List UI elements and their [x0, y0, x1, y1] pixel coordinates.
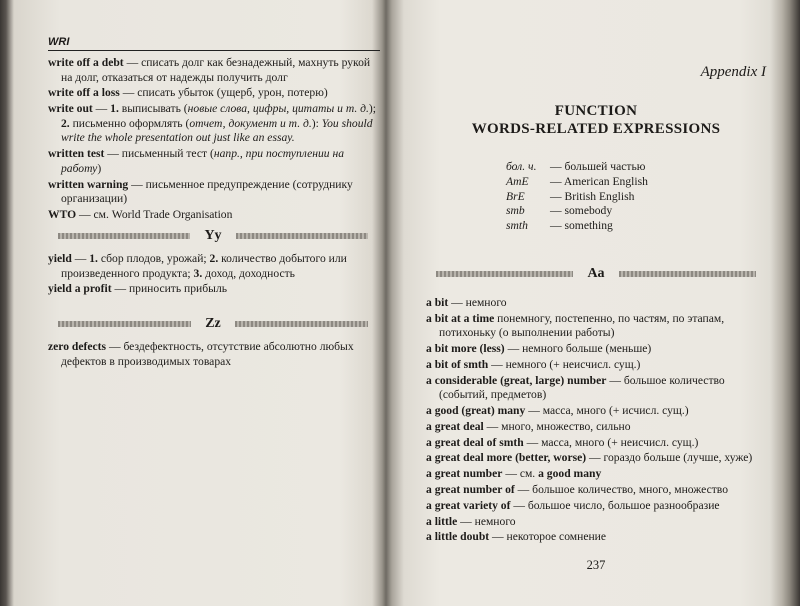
abbreviation-row	[506, 160, 648, 175]
dictionary-entry	[426, 483, 766, 498]
entry-text: письменно оформлять (	[69, 116, 190, 130]
entry-text: — письменный тест (	[104, 147, 214, 161]
page-number: 237	[586, 558, 606, 572]
entry-headword: write out	[48, 102, 93, 116]
right-page	[396, 0, 780, 606]
dictionary-entry	[48, 178, 378, 207]
abbreviation-row	[506, 190, 648, 205]
abbreviation-key: AmE	[506, 174, 529, 188]
dictionary-entry	[426, 499, 766, 514]
dictionary-entry	[48, 282, 378, 297]
entry-headword: a bit	[426, 296, 449, 309]
dictionary-entry	[426, 451, 766, 466]
letter-divider-a	[426, 266, 766, 282]
entry-text: — списать убыток (ущерб, урон, потерю)	[119, 86, 328, 100]
entry-text: ):	[311, 116, 322, 130]
abbreviation-key: BrE	[506, 189, 525, 203]
dictionary-entry	[426, 296, 766, 311]
entry-text: 3.	[193, 266, 203, 280]
entry-text: отчет, документ и т. д.	[189, 116, 312, 130]
entry-text: новые слова, цифры, цитаты и т. д.	[187, 102, 369, 116]
abbreviation-meaning: — British English	[550, 189, 635, 203]
abbreviation-key: бол. ч.	[506, 160, 537, 173]
entry-text: доход, доходность	[202, 266, 295, 280]
entry-text: — много, множество, сильно	[483, 419, 631, 433]
entries-a	[426, 296, 766, 546]
entries-z	[48, 340, 378, 370]
dictionary-entry	[48, 252, 378, 281]
entry-headword: a little	[426, 514, 458, 528]
dictionary-entry	[48, 340, 378, 369]
title-line-1: FUNCTION	[554, 103, 638, 119]
entries-w	[48, 56, 378, 224]
entry-text: сбор плодов, урожай;	[97, 252, 210, 265]
abbreviation-meaning: — something	[550, 219, 613, 233]
entry-text: 2.	[209, 252, 219, 265]
entry-text: );	[368, 102, 376, 116]
divider-bar	[235, 321, 368, 327]
entry-text: — некоторое сомнение	[489, 530, 607, 544]
running-head: WRI	[48, 36, 380, 51]
entry-text: — списать долг как безнадежный, махнуть рукой на долг, отказаться от надежды получить долг	[61, 56, 371, 84]
left-page	[18, 0, 380, 606]
dictionary-entry	[426, 420, 766, 435]
dictionary-entry	[426, 436, 766, 451]
letter-divider-y	[48, 228, 378, 244]
entry-text: You should write the whole presentation out just like an essay.	[61, 116, 373, 145]
abbreviation-meaning: — somebody	[550, 204, 613, 218]
abbreviation-key: smth	[506, 219, 528, 233]
section-title	[426, 102, 766, 138]
entry-text: — немного	[457, 514, 516, 528]
appendix-label: Appendix I	[700, 64, 766, 80]
entry-headword: a great deal	[426, 419, 484, 433]
dictionary-entry	[426, 467, 766, 482]
letter-heading-a: Aa	[587, 266, 605, 281]
dictionary-entry	[426, 374, 766, 403]
divider-bar	[236, 233, 368, 239]
dictionary-entry	[48, 102, 378, 146]
abbreviation-list	[506, 160, 648, 234]
dictionary-entry	[426, 312, 766, 341]
abbreviation-meaning: — American English	[550, 174, 648, 188]
divider-bar	[58, 233, 190, 239]
entry-text: 1.	[110, 102, 119, 116]
entry-text: — большое количество, много, множество	[514, 483, 728, 496]
letter-heading-y: Yy	[204, 228, 222, 243]
dictionary-entry	[426, 515, 766, 530]
entry-headword: written test	[48, 147, 105, 161]
title-line-2: WORDS-RELATED EXPRESSIONS	[471, 121, 721, 137]
dictionary-entry	[48, 208, 378, 223]
entry-headword: a good (great) many	[426, 404, 526, 418]
entry-headword: a bit at a time	[426, 311, 495, 325]
entry-text: понемногу, постепенно, по частям, по этапам, потихоньку (о выполнении работы)	[439, 311, 725, 340]
entry-text: — масса, много (+ исчисл. сущ.)	[525, 404, 689, 418]
entry-text: — приносить прибыль	[111, 282, 228, 296]
dictionary-entry	[426, 404, 766, 419]
entry-headword: a bit of smth	[426, 357, 489, 371]
letter-divider-z	[48, 316, 378, 332]
divider-bar	[58, 321, 191, 327]
entry-text: — масса, много (+ неисчисл. сущ.)	[523, 435, 699, 449]
abbreviation-row	[506, 204, 648, 219]
dictionary-entry	[48, 86, 378, 101]
entry-text: — письменное предупреждение (сотруднику организации)	[61, 177, 353, 206]
entry-headword: yield	[48, 252, 72, 265]
entry-headword: write off a debt	[48, 56, 124, 69]
entry-text: выписывать (	[118, 102, 188, 116]
dictionary-entry	[426, 530, 766, 545]
entry-headword: WTO	[48, 207, 77, 221]
divider-bar	[619, 271, 756, 277]
entry-text: количество добытого или произведенного продукта;	[61, 252, 347, 280]
entry-text: a good many	[538, 467, 602, 481]
entry-text: —	[71, 252, 90, 265]
entry-headword: a great deal of smth	[426, 435, 524, 449]
entry-headword: write off a loss	[48, 86, 120, 100]
entry-headword: a great variety of	[426, 498, 511, 512]
entry-text: — немного (+ неисчисл. сущ.)	[488, 357, 641, 371]
entry-text: — см. World Trade Organisation	[76, 207, 233, 221]
divider-bar	[436, 271, 573, 277]
abbreviation-row	[506, 219, 648, 234]
entry-text: )	[97, 161, 102, 175]
abbreviation-meaning: — большей частью	[550, 160, 646, 173]
entry-text: — большое число, большое разнообразие	[510, 498, 720, 512]
entry-headword: written warning	[48, 177, 129, 191]
entry-text: —	[92, 102, 111, 116]
entry-headword: a great number of	[426, 483, 515, 496]
entry-text: — гораздо больше (лучше, хуже)	[586, 451, 753, 465]
entry-text: — немного больше (меньше)	[504, 342, 652, 356]
entry-headword: a great number	[426, 467, 503, 481]
dictionary-entry	[48, 147, 378, 176]
entry-text: — бездефектность, отсутствие абсолютно любых дефектов в производимых товарах	[61, 340, 354, 368]
entry-headword: a great deal more (better, worse)	[426, 451, 587, 465]
abbreviation-row	[506, 175, 648, 190]
entry-text: 2.	[61, 116, 70, 130]
entry-text: — немного	[448, 296, 507, 309]
entry-text: 1.	[89, 252, 98, 265]
dictionary-entry	[426, 358, 766, 373]
entry-text: напр., при поступлении на работу	[61, 147, 345, 175]
entry-headword: a little doubt	[426, 530, 490, 544]
entry-headword: yield a profit	[48, 282, 112, 296]
dictionary-entry	[426, 342, 766, 357]
dictionary-entry	[48, 56, 378, 85]
letter-heading-z: Zz	[205, 316, 221, 331]
entries-y	[48, 252, 378, 298]
entry-text: — см.	[502, 467, 539, 481]
entry-headword: a considerable (great, large) number	[426, 373, 607, 387]
entry-headword: zero defects	[48, 340, 107, 353]
abbreviation-key: smb	[506, 204, 525, 218]
entry-headword: a bit more (less)	[426, 342, 505, 356]
entry-text: — большое количество (событий, предметов)	[439, 373, 725, 402]
